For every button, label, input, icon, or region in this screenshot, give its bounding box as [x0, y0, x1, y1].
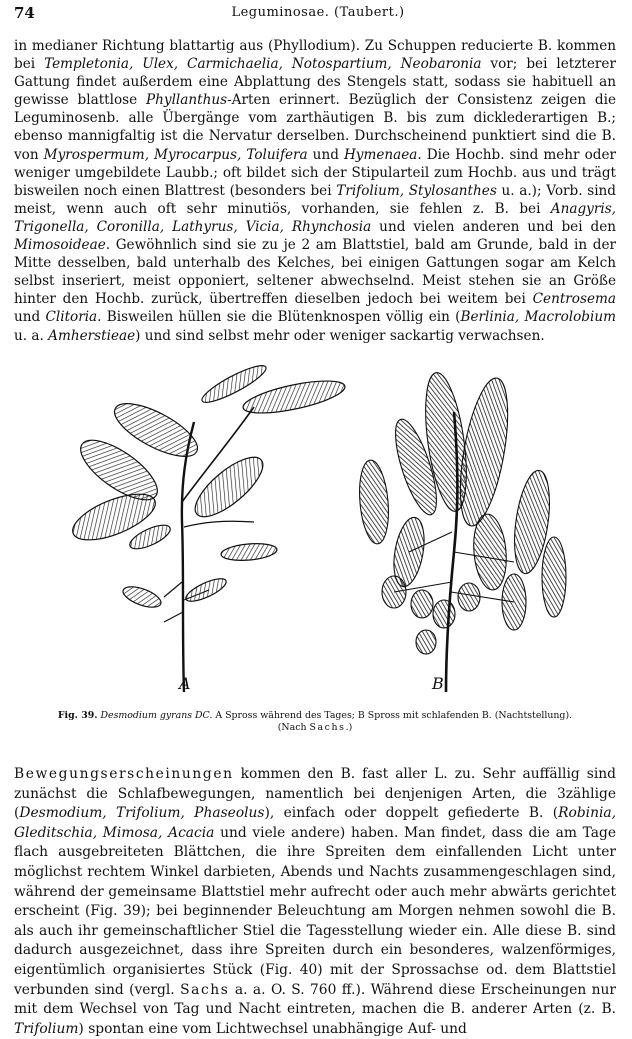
figure-label-b: B — [432, 674, 444, 693]
text-run: -Arten erinnert. Bezüglich der Consistenz zeigen die Leguminosenb. alle Übergänge vom zarthäutigen B. bis zum dicklederartigen B.; ebenso mannigfaltig ist die Nervatur derselben. Durchscheinend punktiert sind die B. von — [14, 92, 616, 163]
italic-run: Clitoria — [45, 309, 98, 326]
figure-caption — [14, 710, 616, 734]
text-run: . Die Hochb. sind mehr oder weniger umgebildete Laubb.; oft bildet sich der Stipularteil zum Hochb. aus und trägt bisweilen noch einen Blattrest (besonders bei — [14, 146, 617, 199]
text-run: . Bisweilen hüllen sie die Blütenknospen völlig ein ( — [97, 309, 461, 326]
text-run: u. a. — [14, 327, 49, 344]
text-run: vor; bei letzterer Gattung findet außerdem eine Abplattung des Stengels statt, sodass sie habituell an gewisse blattlose — [14, 56, 616, 109]
italic-run: Phyllanthus — [145, 92, 228, 109]
text-run: a. a. O. S. 760 ff.). Während diese Erscheinungen nur mit dem Wechsel von Tag und Nacht eintreten, machen die B. anderer Arten (z. B. — [14, 981, 616, 1018]
figure-illustration — [14, 352, 616, 702]
text-run: u. a.); Vorb. sind meist, wenn auch oft sehr minutiös, vorhanden, sie fehlen z. B. bei — [14, 182, 617, 217]
text-run: und — [14, 309, 46, 326]
italic-run: Anagyris, Trigonella, Coronilla, Lathyrus, Vicia, Rhynchosia — [14, 200, 616, 235]
italic-run: Desmodium, Trifolium, Phaseolus — [19, 805, 265, 822]
text-run: und vielen anderen und bei den — [371, 218, 616, 235]
text-run: ), einfach oder doppelt gefiederte B. ( — [264, 805, 559, 822]
text-run: in medianer Richtung blattartig aus (Phyllodium). Zu Schuppen reducierte B. kommen bei — [14, 38, 616, 73]
figure-39 — [14, 352, 616, 702]
figure-label-a: A — [179, 674, 191, 693]
italic-run: Centrosema — [532, 291, 616, 308]
italic-run: Robinia, Gleditschia, Mimosa, Acacia — [14, 805, 616, 841]
text-run: und viele andere) haben. Man findet, dass die am Tage flach ausgebreiteten Blättchen, die ihre Spreiten dem einfallenden Licht unter möglichst rechtem Winkel darbieten, Abends und Nachts zusammengeschlagen sind, während der gemeinsame Blattstiel mehr aufrecht oder auch mehr abwärts gerichtet erscheint (Fig. 39); bei beginnender Beleuchtung am Morgen nehmen sowohl die B. als auch ihr gemeinschaftlicher Stiel die Tagesstellung wieder ein. Alle diese B. sind dadurch ausgezeichnet, dass ihre Spreiten durch ein besonderes, walzenförmiges, eigentümlich organisiertes Stück (Fig. 40) mit der Sprossachse od. dem Blattstiel verbunden sind (vergl. — [14, 824, 616, 998]
paragraph-leaf-forms — [14, 37, 616, 345]
caption-figure-number: Fig. 39. — [57, 710, 98, 721]
italic-run: Mimosoideae — [14, 237, 106, 254]
page-number: 74 — [14, 4, 35, 22]
text-run: Sachs — [180, 981, 230, 998]
caption-species: Desmodium gyrans DC. — [100, 710, 213, 721]
text-run: kommen den B. fast aller L. zu. Sehr auffällig sind zunächst die Schlafbewegungen, namentlich bei denjenigen Arten, die 3zählige ( — [14, 766, 616, 822]
text-run: . Gewöhnlich sind sie zu je 2 am Blattstiel, bald am Grunde, bald in der Mitte desselben, bald unterhalb des Kelches, bei einigen Gattungen sogar am Kelch selbst inseriert, meist opponiert, seltener abwechselnd. Meist stehen sie an Größe hinter den Hochb. zurück, übertreffen dieselben jedoch bei weitem bei — [14, 237, 616, 308]
text-run: Bewegungserscheinungen — [14, 766, 234, 782]
italic-run: Templetonia, Ulex, Carmichaelia, Notospartium, Neobaronia — [44, 56, 482, 73]
text-run: und — [307, 146, 344, 163]
text-run: ) spontan eine vom Lichtwechsel unabhängige Auf- und — [78, 1020, 467, 1037]
italic-run: Trifolium, Stylosanthes — [336, 182, 497, 199]
italic-run: Berlinia, Macrolobium — [460, 309, 616, 326]
plant-b-drawing — [356, 370, 566, 692]
italic-run: Hymenaea — [343, 146, 418, 163]
italic-run: Amherstieae — [48, 327, 136, 344]
text-run: ) und sind selbst mehr oder weniger sackartig verwachsen. — [135, 327, 545, 344]
plant-a-drawing — [67, 360, 348, 692]
caption-source-suffix: .) — [345, 722, 353, 733]
caption-source-prefix: (Nach — [277, 722, 310, 733]
italic-run: Trifolium — [14, 1020, 79, 1037]
paragraph-leaf-movements — [14, 765, 616, 1039]
italic-run: Myrospermum, Myrocarpus, Toluifera — [43, 146, 308, 163]
running-title: Leguminosae. (Taubert.) — [231, 5, 405, 20]
caption-text: A Spross während des Tages; B Spross mit schlafenden B. (Nachtstellung). — [215, 710, 573, 721]
caption-source-author: Sachs — [309, 722, 346, 733]
page-header — [14, 4, 622, 24]
